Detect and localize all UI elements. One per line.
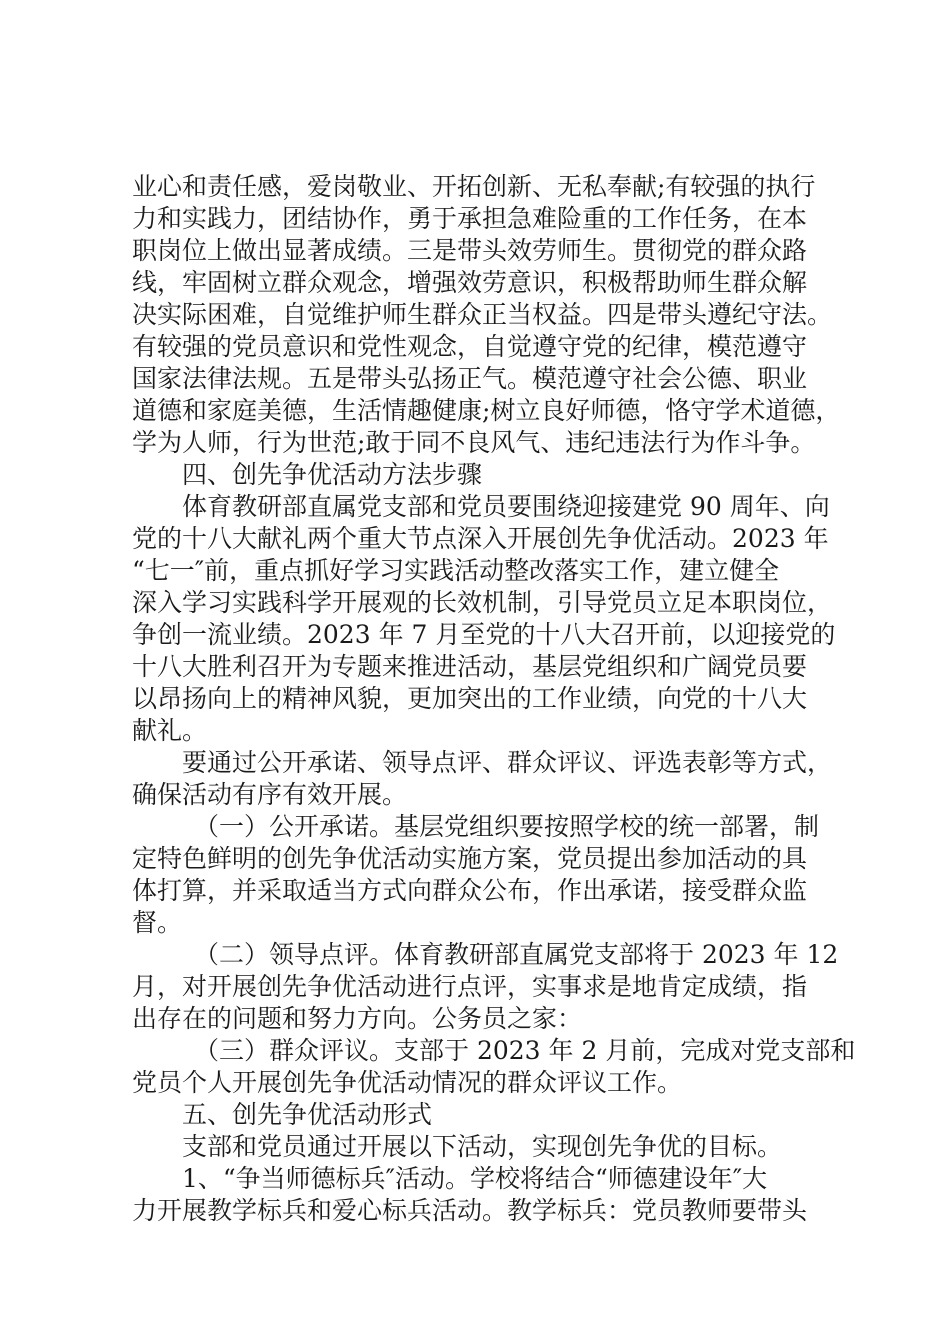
text-line: 督。 [132, 908, 183, 937]
text-line: 月，对开展创先争优活动进行点评，实事求是地肯定成绩，指 [132, 972, 808, 1001]
text-line: 体打算，并采取适当方式向群众公布，作出承诺，接受群众监 [132, 876, 808, 905]
text-line: 国家法律法规。五是带头弘扬正气。模范遵守社会公德、职业 [132, 364, 808, 393]
paragraph-activity-forms-intro [132, 1131, 832, 1163]
text-line: 职岗位上做出显著成绩。三是带头效劳师生。贯彻党的群众路 [132, 236, 808, 265]
text-line: 以昂扬向上的精神风貌，更加突出的工作业绩，向党的十八大 [132, 684, 808, 713]
paragraph-party-member-standards [132, 171, 841, 459]
section-heading-activity-forms [132, 1099, 832, 1131]
text-line: 业心和责任感，爱岗敬业、开拓创新、无私奉献;有较强的执行 [132, 172, 816, 201]
text-line: 力和实践力，团结协作，勇于承担急难险重的工作任务，在本 [132, 204, 808, 233]
text-line: 出存在的问题和努力方向。公务员之家： [132, 1004, 583, 1033]
text-line: 力开展教学标兵和爱心标兵活动。教学标兵：党员教师要带头 [132, 1196, 808, 1225]
text-line: 党的十八大献礼两个重大节点深入开展创先争优活动。2023 年 [132, 524, 829, 553]
paragraph-methods-intro [132, 747, 832, 811]
text-line: （三）群众评议。支部于 2023 年 2 月前，完成对党支部和 [194, 1036, 856, 1065]
text-line: 学为人师，行为世范;敢于同不良风气、违纪违法行为作斗争。 [132, 428, 816, 457]
text-line: 确保活动有序有效开展。 [132, 780, 408, 809]
text-line: 献礼。 [132, 716, 208, 745]
text-line: （二）领导点评。体育教研部直属党支部将于 2023 年 12 [194, 940, 839, 969]
paragraph-activity-timeline [132, 491, 836, 747]
text-line: 定特色鲜明的创先争优活动实施方案，党员提出参加活动的具 [132, 844, 808, 873]
section-heading-methods-steps [132, 459, 832, 491]
text-line: 道德和家庭美德，生活情趣健康;树立良好师德，恪守学术道德， [132, 396, 841, 425]
text-line: （一）公开承诺。基层党组织要按照学校的统一部署，制 [194, 812, 820, 841]
paragraph-public-commitment [132, 811, 832, 939]
text-line: 线，牢固树立群众观念，增强效劳意识，积极帮助师生群众解 [132, 268, 808, 297]
paragraph-public-evaluation [132, 1035, 856, 1099]
paragraph-leadership-review [132, 939, 839, 1035]
paragraph-model-teacher-activity [132, 1163, 832, 1227]
text-line: “七一″前，重点抓好学习实践活动整改落实工作，建立健全 [132, 556, 780, 585]
text-line: 党员个人开展创先争优活动情况的群众评议工作。 [132, 1068, 683, 1097]
document-body [132, 171, 856, 1227]
text-line: 体育教研部直属党支部和党员要围绕迎接建党 90 周年、向 [182, 492, 830, 521]
text-line: 深入学习实践科学开展观的长效机制，引导党员立足本职岗位， [132, 588, 833, 617]
heading-line: 四、创先争优活动方法步骤 [182, 460, 483, 489]
text-line: 十八大胜利召开为专题来推进活动，基层党组织和广阔党员要 [132, 652, 808, 681]
text-line: 决实际困难，自觉维护师生群众正当权益。四是带头遵纪守法。 [132, 300, 833, 329]
text-line: 有较强的党员意识和党性观念，自觉遵守党的纪律，模范遵守 [132, 332, 808, 361]
text-line: 争创一流业绩。2023 年 7 月至党的十八大召开前，以迎接党的 [132, 620, 836, 649]
heading-line: 五、创先争优活动形式 [182, 1100, 433, 1129]
text-line: 支部和党员通过开展以下活动，实现创先争优的目标。 [182, 1132, 783, 1161]
text-line: 1、“争当师德标兵″活动。学校将结合“师德建设年″大 [182, 1164, 768, 1193]
text-line: 要通过公开承诺、领导点评、群众评议、评选表彰等方式， [182, 748, 833, 777]
